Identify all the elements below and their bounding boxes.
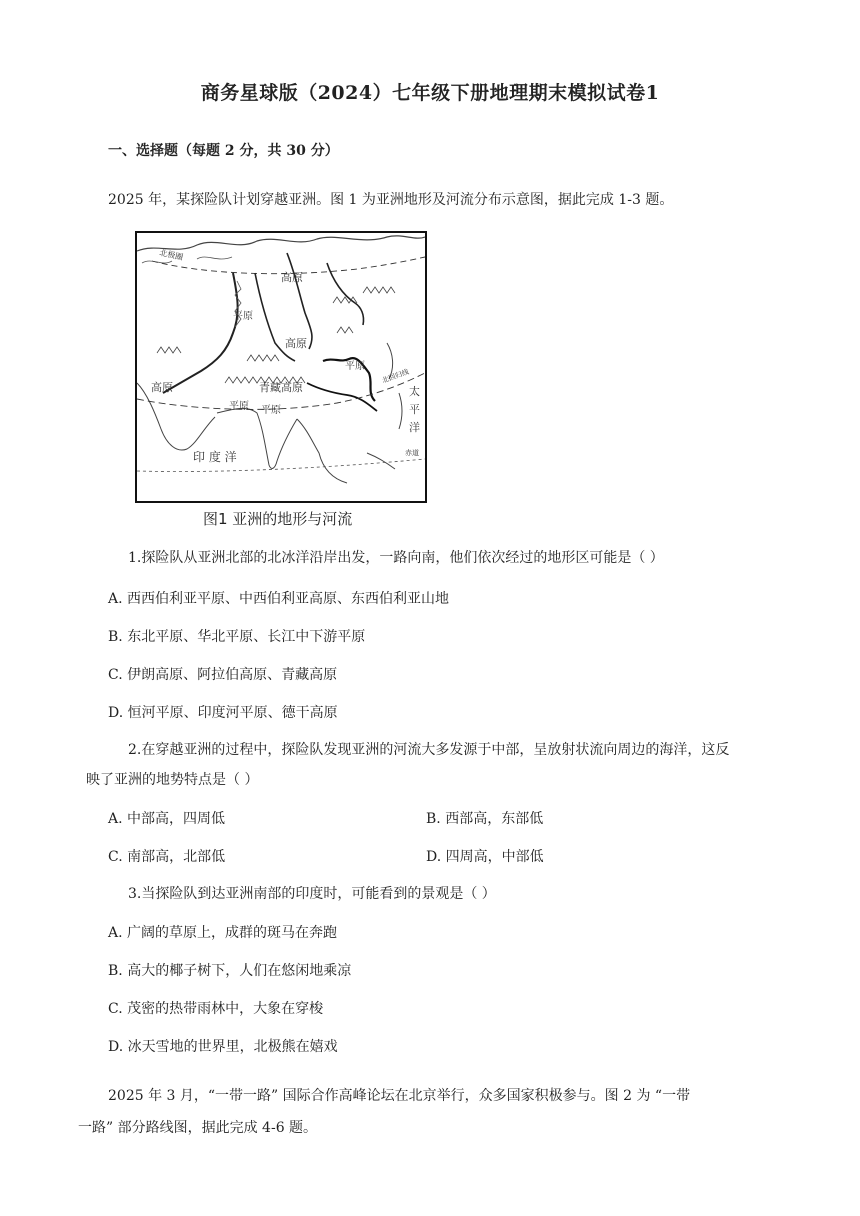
arctic-circle-label: 北极圈: [158, 248, 184, 262]
q2-option-a[interactable]: A. 中部高，四周低: [108, 811, 226, 827]
intro-paragraph-2-line2: 一路” 部分路线图，据此完成 4-6 题。: [78, 1120, 318, 1136]
map-label-tibet: 青藏高原: [259, 381, 303, 394]
q3-option-c[interactable]: C. 茂密的热带雨林中，大象在穿梭: [108, 1001, 324, 1017]
q1-option-b[interactable]: B. 东北平原、华北平原、长江中下游平原: [108, 629, 366, 645]
map-label-pacific-1: 太: [409, 385, 420, 398]
map-label-plateau-north: 高原: [281, 271, 303, 284]
map-label-plateau-central: 高原: [285, 337, 307, 350]
map-label-pacific-2: 平: [409, 403, 420, 416]
equator-label: 赤道: [405, 449, 419, 457]
q1-option-a[interactable]: A. 西西伯利亚平原、中西伯利亚高原、东西伯利亚山地: [108, 591, 450, 607]
map-label-plain-east: 平原: [345, 361, 365, 372]
question-3-stem: 3.当探险队到达亚洲南部的印度时，可能看到的景观是（ ）: [128, 886, 496, 902]
tropic-cancer-label: 北回归线: [380, 367, 410, 385]
map-label-indian-ocean: 印 度 洋: [193, 450, 237, 464]
map-label-plain-ganges: 平原: [261, 405, 281, 416]
q2-option-c[interactable]: C. 南部高，北部低: [108, 849, 226, 865]
asia-map-figure: [135, 231, 427, 503]
map-label-plain-india: 平原: [229, 401, 249, 412]
section-heading: 一、选择题（每题 2 分，共 30 分）: [108, 143, 339, 159]
q2-option-d[interactable]: D. 四周高，中部低: [426, 849, 544, 865]
q2-option-b[interactable]: B. 西部高，东部低: [426, 811, 544, 827]
q3-option-d[interactable]: D. 冰天雪地的世界里，北极熊在嬉戏: [108, 1039, 338, 1055]
q3-option-a[interactable]: A. 广阔的草原上，成群的斑马在奔跑: [108, 925, 338, 941]
page-title: 商务星球版（2024）七年级下册地理期末模拟试卷1: [200, 82, 660, 104]
intro-paragraph-2-line1: 2025 年 3 月，“一带一路” 国际合作高峰论坛在北京举行，众多国家积极参与。图 2 为 “一带: [108, 1088, 691, 1104]
q1-option-d[interactable]: D. 恒河平原、印度河平原、德干高原: [108, 705, 338, 721]
map-label-pacific-3: 洋: [409, 421, 420, 434]
map-label-plain-west-siberia: 平原: [233, 311, 253, 322]
q3-option-b[interactable]: B. 高大的椰子树下，人们在悠闲地乘凉: [108, 963, 352, 979]
intro-paragraph-1: 2025 年，某探险队计划穿越亚洲。图 1 为亚洲地形及河流分布示意图，据此完成 1-3 题。: [108, 192, 674, 208]
q1-option-c[interactable]: C. 伊朗高原、阿拉伯高原、青藏高原: [108, 667, 338, 683]
figure-1-caption: 图1 亚洲的地形与河流: [203, 510, 353, 528]
question-2-stem-line1: 2.在穿越亚洲的过程中，探险队发现亚洲的河流大多发源于中部，呈放射状流向周边的海洋，这反: [128, 742, 730, 758]
question-1-stem: 1.探险队从亚洲北部的北冰洋沿岸出发，一路向南，他们依次经过的地形区可能是（ ）: [128, 550, 664, 566]
question-2-stem-line2: 映了亚洲的地势特点是（ ）: [86, 772, 259, 788]
map-label-plateau-west: 高原: [151, 381, 173, 394]
asia-map: [137, 233, 425, 501]
